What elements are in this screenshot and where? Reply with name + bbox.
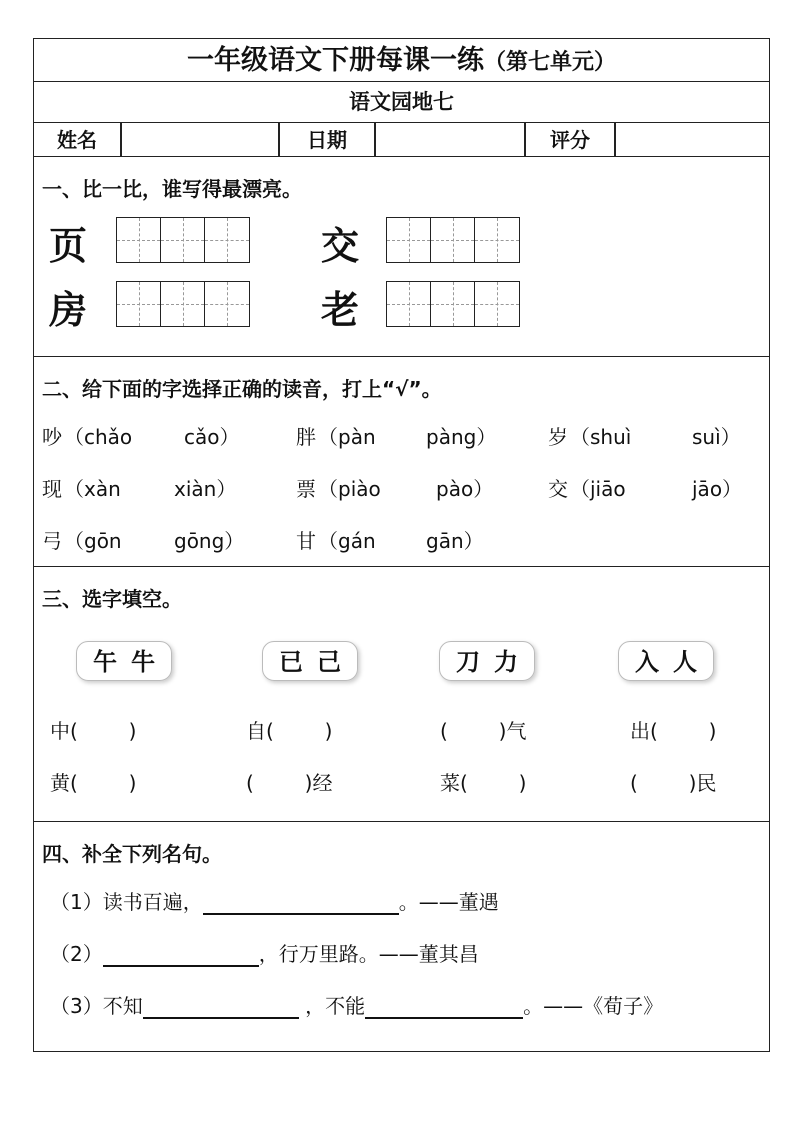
score-label: 评分 bbox=[550, 128, 590, 152]
char-pair-box: 午牛 bbox=[76, 641, 172, 681]
model-char-2: 交 bbox=[320, 223, 359, 268]
pinyin-char: 岁 bbox=[548, 425, 568, 449]
section-4 bbox=[34, 822, 769, 1051]
pinyin-option[interactable]: xiàn） bbox=[174, 477, 237, 501]
quote-3-suffix: 。——《荀子》 bbox=[523, 994, 664, 1018]
fill-blank-item[interactable]: 出( ) bbox=[630, 719, 717, 743]
quote-3-middle: ，不能 bbox=[298, 994, 366, 1018]
section-1-title: 一、比一比，谁写得最漂亮。 bbox=[42, 177, 302, 201]
worksheet bbox=[33, 38, 770, 1052]
pinyin-option[interactable]: pàng） bbox=[426, 425, 497, 449]
pinyin-option[interactable]: （xàn bbox=[64, 477, 121, 501]
writing-grid-1[interactable] bbox=[116, 217, 250, 263]
section-3 bbox=[34, 567, 769, 822]
model-char-3: 房 bbox=[48, 287, 87, 332]
section-2-title: 二、给下面的字选择正确的读音，打上“√”。 bbox=[42, 377, 442, 401]
section-2 bbox=[34, 357, 769, 567]
pinyin-option[interactable]: pào） bbox=[436, 477, 494, 501]
fill-blank-item[interactable]: ( )民 bbox=[630, 771, 717, 795]
section-4-title: 四、补全下列名句。 bbox=[42, 842, 222, 866]
char-pair-box: 已己 bbox=[262, 641, 358, 681]
worksheet-subtitle: 语文园地七 bbox=[34, 82, 769, 123]
name-field[interactable] bbox=[122, 123, 278, 157]
pinyin-option[interactable]: （jiāo bbox=[570, 477, 626, 501]
model-char-4: 老 bbox=[320, 287, 359, 332]
pinyin-option[interactable]: jāo） bbox=[692, 477, 743, 501]
fill-blank-item[interactable]: 黄( ) bbox=[50, 771, 137, 795]
fill-blank-item[interactable]: 菜( ) bbox=[440, 771, 527, 795]
quote-1 bbox=[50, 886, 499, 915]
pinyin-option[interactable]: （gōn bbox=[64, 529, 122, 553]
char-pair-box: 刀力 bbox=[439, 641, 535, 681]
pinyin-char: 交 bbox=[548, 477, 568, 501]
pinyin-char: 票 bbox=[296, 477, 316, 501]
quote-3 bbox=[50, 990, 663, 1019]
writing-grid-4[interactable] bbox=[386, 281, 520, 327]
pinyin-option[interactable]: gān） bbox=[426, 529, 484, 553]
answer-blank[interactable] bbox=[365, 995, 523, 1019]
fill-blank-item[interactable]: 中( ) bbox=[50, 719, 137, 743]
answer-blank[interactable] bbox=[103, 943, 259, 967]
answer-blank[interactable] bbox=[143, 995, 299, 1019]
pinyin-option[interactable]: （shuì bbox=[570, 425, 632, 449]
quote-1-prefix: （1）读书百遍， bbox=[50, 890, 203, 914]
pinyin-option[interactable]: （gán bbox=[318, 529, 376, 553]
title-suffix: （第七单元） bbox=[483, 50, 616, 75]
date-label: 日期 bbox=[307, 128, 347, 152]
writing-grid-2[interactable] bbox=[386, 217, 520, 263]
worksheet-title bbox=[34, 39, 769, 82]
fill-blank-item[interactable]: ( )经 bbox=[246, 771, 333, 795]
pinyin-char: 甘 bbox=[296, 529, 316, 553]
pinyin-option[interactable]: （chǎo bbox=[64, 425, 133, 449]
pinyin-char: 吵 bbox=[42, 425, 62, 449]
quote-2-suffix: ，行万里路。——董其昌 bbox=[258, 942, 479, 966]
pinyin-option[interactable]: （piào bbox=[318, 477, 381, 501]
info-row bbox=[34, 123, 769, 157]
pinyin-char: 弓 bbox=[42, 529, 62, 553]
writing-grid-3[interactable] bbox=[116, 281, 250, 327]
score-field[interactable] bbox=[616, 123, 766, 157]
answer-blank[interactable] bbox=[203, 891, 399, 915]
fill-blank-item[interactable]: ( )气 bbox=[440, 719, 527, 743]
name-label: 姓名 bbox=[57, 128, 97, 152]
pinyin-option[interactable]: cǎo） bbox=[184, 425, 240, 449]
quote-3-prefix: （3）不知 bbox=[50, 994, 143, 1018]
pinyin-char: 胖 bbox=[296, 425, 316, 449]
model-char-1: 页 bbox=[48, 223, 87, 268]
quote-1-suffix: 。——董遇 bbox=[398, 890, 499, 914]
quote-2 bbox=[50, 938, 479, 967]
title-main: 一年级语文下册每课一练 bbox=[186, 45, 484, 76]
quote-2-prefix: （2） bbox=[50, 942, 103, 966]
fill-blank-item[interactable]: 自( ) bbox=[246, 719, 333, 743]
char-pair-box: 入人 bbox=[618, 641, 714, 681]
section-1 bbox=[34, 157, 769, 357]
pinyin-option[interactable]: gōng） bbox=[174, 529, 245, 553]
section-3-title: 三、选字填空。 bbox=[42, 587, 182, 611]
pinyin-option[interactable]: （pàn bbox=[318, 425, 376, 449]
date-field[interactable] bbox=[376, 123, 524, 157]
pinyin-option[interactable]: suì） bbox=[692, 425, 741, 449]
pinyin-char: 现 bbox=[42, 477, 62, 501]
